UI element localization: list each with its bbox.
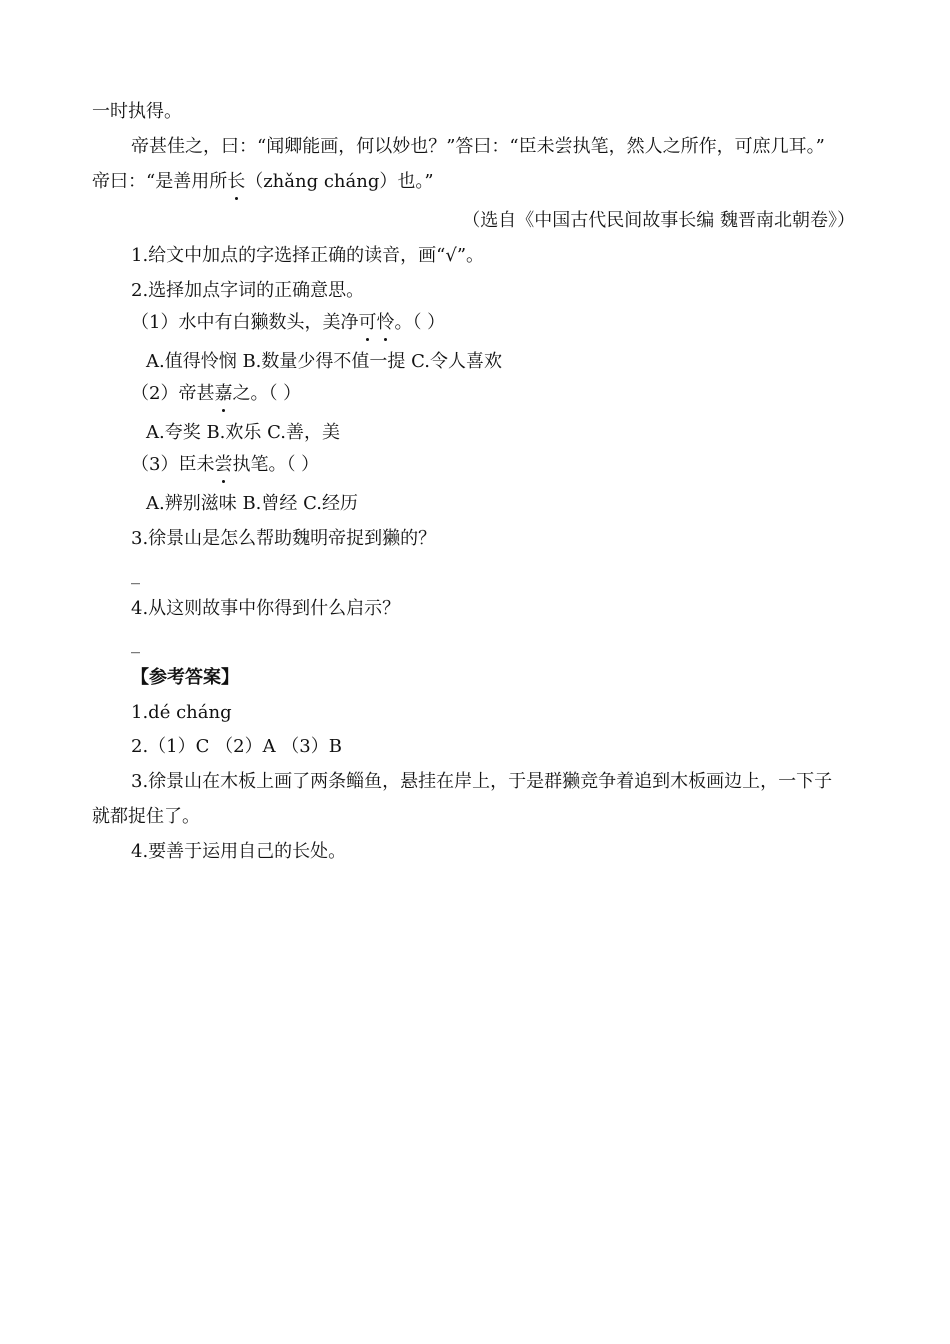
question-2-1: [131, 311, 445, 335]
answer-4: 4.要善于运用自己的长处。: [131, 841, 347, 862]
question-2-1-post: 。（ ）: [394, 312, 446, 333]
dotted-char-ke: 可: [358, 312, 377, 333]
question-2-1-pre: （1）水中有白獭数头，美净: [131, 312, 359, 333]
answer-3-line-1: 3.徐景山在木板上画了两条鲻鱼，悬挂在岸上，于是群獭竞争着追到木板画边上，一下子: [131, 771, 833, 792]
dotted-char-lian: 怜: [376, 312, 395, 333]
passage-line-3-post: （zhǎng cháng）也。”: [245, 171, 434, 192]
question-3-answer-blank: _: [131, 564, 140, 585]
question-2-3-options: A.辨别滋味 B.曾经 C.经历: [146, 493, 358, 514]
question-2-2-post: 之。（ ）: [232, 383, 302, 404]
answer-2: 2.（1）C （2）A （3）B: [131, 736, 342, 757]
question-2-1-options: A.值得怜悯 B.数量少得不值一提 C.令人喜欢: [146, 351, 502, 372]
passage-line-3-pre: 帝曰：“是善用所: [92, 171, 228, 192]
question-2-3-pre: （3）臣未: [131, 454, 215, 475]
question-2: 2.选择加点字词的正确意思。: [131, 280, 365, 301]
question-2-2-pre: （2）帝甚: [131, 383, 215, 404]
dotted-char-jia: 嘉: [214, 383, 233, 404]
question-4: 4.从这则故事中你得到什么启示？: [131, 598, 401, 619]
passage-line-1: 一时执得。: [92, 101, 182, 122]
question-4-answer-blank: _: [131, 633, 140, 654]
passage-line-3: [92, 170, 434, 194]
question-2-2: [131, 382, 301, 406]
answer-3-line-2: 就都捉住了。: [92, 806, 200, 827]
dotted-char-chang: 尝: [214, 454, 233, 475]
question-2-2-options: A.夸奖 B.欢乐 C.善，美: [146, 422, 340, 443]
answers-heading: 【参考答案】: [131, 667, 239, 688]
answer-1: 1.dé cháng: [131, 702, 232, 723]
question-2-3-post: 执笔。（ ）: [232, 454, 320, 475]
passage-line-2: 帝甚佳之，曰：“闻卿能画，何以妙也？”答曰：“臣未尝执笔，然人之所作，可庶几耳。”: [131, 136, 825, 157]
source-citation: （选自《中国古代民间故事长编 魏晋南北朝卷》）: [462, 210, 855, 231]
question-3: 3.徐景山是怎么帮助魏明帝捉到獭的？: [131, 528, 437, 549]
dotted-char-zhang: 长: [227, 171, 246, 192]
question-1: 1.给文中加点的字选择正确的读音，画“√”。: [131, 245, 485, 266]
question-2-3: [131, 453, 319, 477]
